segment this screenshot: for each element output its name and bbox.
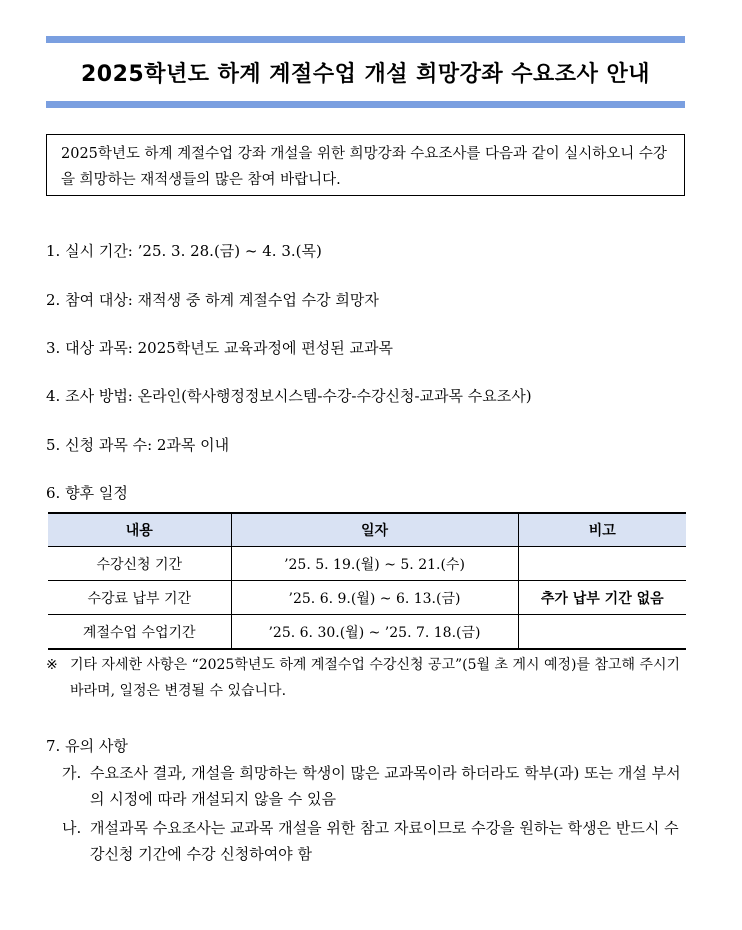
row-date: ’25. 6. 9.(월) ~ 6. 13.(금)	[231, 581, 518, 615]
remark-mark: ※	[46, 657, 58, 673]
notes-heading: 7. 유의 사항	[46, 737, 128, 755]
title-bar-top	[46, 36, 685, 43]
item-schedule-heading: 6. 향후 일정	[46, 484, 128, 502]
note-text: 개설과목 수요조사는 교과목 개설을 위한 참고 자료이므로 수강을 원하는 학생은 반드시 수강신청 기간에 수강 신청하여야 함	[90, 819, 679, 863]
row-date: ’25. 6. 30.(월) ~ ’25. 7. 18.(금)	[231, 615, 518, 650]
row-date: ’25. 5. 19.(월) ~ 5. 21.(수)	[231, 547, 518, 581]
row-note	[518, 547, 686, 581]
note-item	[62, 815, 686, 867]
row-note	[518, 615, 686, 650]
header-date: 일자	[231, 513, 518, 547]
header-content: 내용	[48, 513, 231, 547]
note-text: 수요조사 결과, 개설을 희망하는 학생이 많은 교과목이라 하더라도 학부(과) 또는 개설 부서의 시정에 따라 개설되지 않을 수 있음	[90, 764, 681, 808]
item-courses: 3. 대상 과목: 2025학년도 교육과정에 편성된 교과목	[46, 339, 393, 357]
title-bar-bottom	[46, 101, 685, 108]
item-method: 4. 조사 방법: 온라인(학사행정정보시스템-수강-수강신청-교과목 수요조사)	[46, 387, 532, 405]
item-period: 1. 실시 기간: ’25. 3. 28.(금) ~ 4. 3.(목)	[46, 242, 322, 260]
table-row	[48, 547, 686, 581]
intro-box: 2025학년도 하계 계절수업 강좌 개설을 위한 희망강좌 수요조사를 다음과 같이 실시하오니 수강을 희망하는 재적생들의 많은 참여 바랍니다.	[46, 134, 685, 196]
row-note: 추가 납부 기간 없음	[518, 581, 686, 615]
page-title: 2025학년도 하계 계절수업 개설 희망강좌 수요조사 안내	[81, 62, 650, 87]
table-row	[48, 581, 686, 615]
table-header-row	[48, 513, 686, 547]
header-note: 비고	[518, 513, 686, 547]
remark-text: 기타 자세한 사항은 “2025학년도 하계 계절수업 수강신청 공고”(5월 초 게시 예정)를 참고해 주시기 바라며, 일정은 변경될 수 있습니다.	[70, 657, 681, 699]
note-label: 나.	[62, 819, 82, 837]
table-row	[48, 615, 686, 650]
row-content: 수강신청 기간	[48, 547, 231, 581]
note-item	[62, 760, 686, 812]
item-target: 2. 참여 대상: 재적생 중 하계 계절수업 수강 희망자	[46, 291, 379, 309]
remark	[46, 652, 686, 704]
row-content: 계절수업 수업기간	[48, 615, 231, 650]
note-label: 가.	[62, 764, 82, 782]
schedule-table	[48, 512, 686, 650]
row-content: 수강료 납부 기간	[48, 581, 231, 615]
item-count: 5. 신청 과목 수: 2과목 이내	[46, 436, 230, 454]
